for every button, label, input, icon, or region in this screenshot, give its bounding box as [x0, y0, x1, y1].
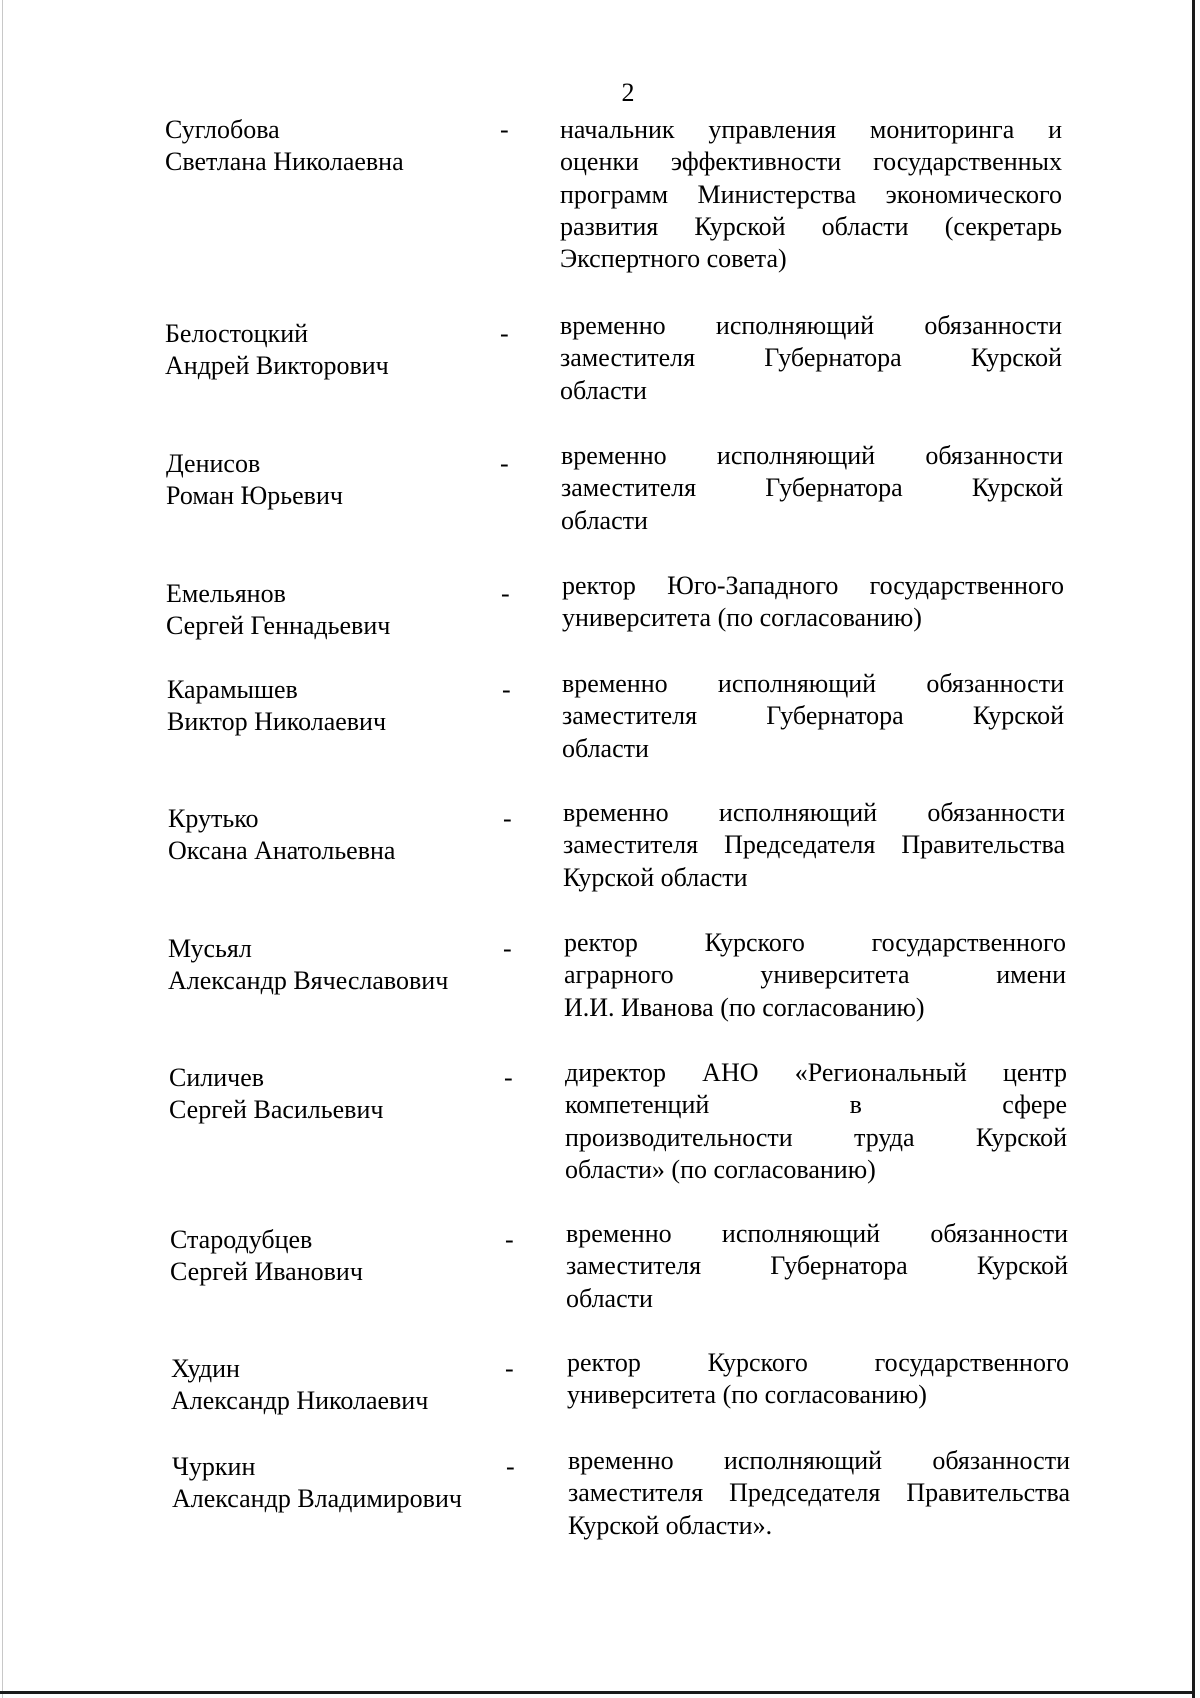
- position-line: ректор Юго-Западного государственного: [562, 571, 1064, 600]
- member-surname: Стародубцев: [170, 1225, 313, 1254]
- member-position: [561, 440, 1063, 537]
- position-line: заместителя Губернатора Курской: [561, 473, 1063, 503]
- position-line: начальник управления мониторинга и: [560, 115, 1062, 144]
- position-line: директор АНО «Региональный центр: [565, 1058, 1067, 1087]
- separator-dash: -: [505, 1225, 514, 1254]
- member-name: [168, 933, 448, 997]
- member-given-names: Александр Владимирович: [172, 1484, 462, 1513]
- separator-dash: -: [504, 1063, 513, 1092]
- member-position: [565, 1057, 1067, 1186]
- separator-dash: -: [500, 115, 509, 144]
- member-surname: Денисов: [166, 449, 261, 478]
- member-name: [167, 674, 386, 738]
- position-line: заместителя Губернатора Курской: [562, 701, 1064, 731]
- member-given-names: Андрей Викторович: [165, 351, 389, 380]
- position-line: временно исполняющий обязанности: [566, 1219, 1068, 1248]
- separator-dash: -: [501, 579, 510, 608]
- separator-dash: -: [500, 449, 509, 478]
- separator-dash: -: [503, 804, 512, 833]
- member-given-names: Светлана Николаевна: [165, 147, 404, 176]
- position-line: временно исполняющий обязанности: [560, 311, 1062, 340]
- member-name: [166, 448, 343, 512]
- member-position: [562, 570, 1064, 635]
- member-name: [170, 1224, 363, 1288]
- member-position: [568, 1445, 1070, 1542]
- position-line: заместителя Председателя Правительства: [563, 830, 1065, 860]
- position-line: И.И. Иванова (по согласованию): [564, 992, 925, 1022]
- member-surname: Карамышев: [167, 675, 298, 704]
- position-line: развития Курской области (секретарь: [560, 211, 1062, 241]
- position-line: университета (по согласованию): [567, 1380, 927, 1410]
- separator-dash: -: [503, 934, 512, 963]
- position-line: области: [566, 1283, 653, 1313]
- member-position: [562, 668, 1064, 765]
- position-line: заместителя Губернатора Курской: [566, 1251, 1068, 1281]
- member-position: [563, 797, 1065, 894]
- position-line: ректор Курского государственного: [564, 928, 1066, 957]
- position-line: университета (по согласованию): [562, 603, 922, 633]
- position-line: временно исполняющий обязанности: [568, 1446, 1070, 1475]
- member-given-names: Сергей Геннадьевич: [166, 611, 391, 640]
- position-line: Курской области: [563, 862, 748, 892]
- position-line: Курской области».: [568, 1510, 773, 1540]
- position-line: компетенций в сфере: [565, 1090, 1067, 1120]
- position-line: заместителя Губернатора Курской: [560, 343, 1062, 373]
- member-position: [564, 927, 1066, 1024]
- member-surname: Белостоцкий: [165, 319, 309, 348]
- member-name: [165, 114, 404, 178]
- member-given-names: Оксана Анатольевна: [168, 836, 396, 865]
- member-name: [168, 803, 395, 867]
- member-name: [165, 318, 389, 382]
- member-given-names: Александр Николаевич: [171, 1386, 429, 1415]
- separator-dash: -: [500, 319, 509, 348]
- member-surname: Силичев: [169, 1063, 265, 1092]
- separator-dash: -: [506, 1452, 515, 1481]
- position-line: ректор Курского государственного: [567, 1348, 1069, 1377]
- position-line: программ Министерства экономического: [560, 179, 1062, 209]
- member-position: [566, 1218, 1068, 1315]
- position-line: временно исполняющий обязанности: [562, 669, 1064, 698]
- member-surname: Суглобова: [165, 115, 280, 144]
- position-line: временно исполняющий обязанности: [563, 798, 1065, 827]
- position-line: аграрного университета имени: [564, 960, 1066, 990]
- position-line: производительности труда Курской: [565, 1122, 1067, 1152]
- member-position: [567, 1347, 1069, 1412]
- member-surname: Худин: [171, 1354, 240, 1383]
- page-number: 2: [621, 78, 635, 107]
- member-name: [171, 1353, 428, 1417]
- position-line: области: [562, 733, 649, 763]
- member-surname: Мусьял: [168, 934, 252, 963]
- position-line: Экспертного совета): [560, 244, 787, 274]
- member-given-names: Виктор Николаевич: [167, 707, 387, 736]
- position-line: области: [561, 505, 648, 535]
- position-line: области: [560, 375, 647, 405]
- member-position: [560, 310, 1062, 407]
- member-surname: Емельянов: [166, 579, 286, 608]
- position-line: заместителя Председателя Правительства: [568, 1478, 1070, 1508]
- member-name: [169, 1062, 383, 1126]
- member-position: [560, 114, 1062, 275]
- member-given-names: Сергей Васильевич: [169, 1095, 384, 1124]
- position-line: временно исполняющий обязанности: [561, 441, 1063, 470]
- position-line: оценки эффективности государственных: [560, 147, 1062, 177]
- member-name: [172, 1451, 462, 1515]
- member-surname: Крутько: [168, 804, 259, 833]
- separator-dash: -: [505, 1354, 514, 1383]
- separator-dash: -: [502, 675, 511, 704]
- position-line: области» (по согласованию): [565, 1154, 876, 1184]
- member-given-names: Роман Юрьевич: [166, 481, 343, 510]
- member-surname: Чуркин: [172, 1452, 256, 1481]
- member-given-names: Сергей Иванович: [170, 1257, 363, 1286]
- member-name: [166, 578, 390, 642]
- member-given-names: Александр Вячеславович: [168, 966, 449, 995]
